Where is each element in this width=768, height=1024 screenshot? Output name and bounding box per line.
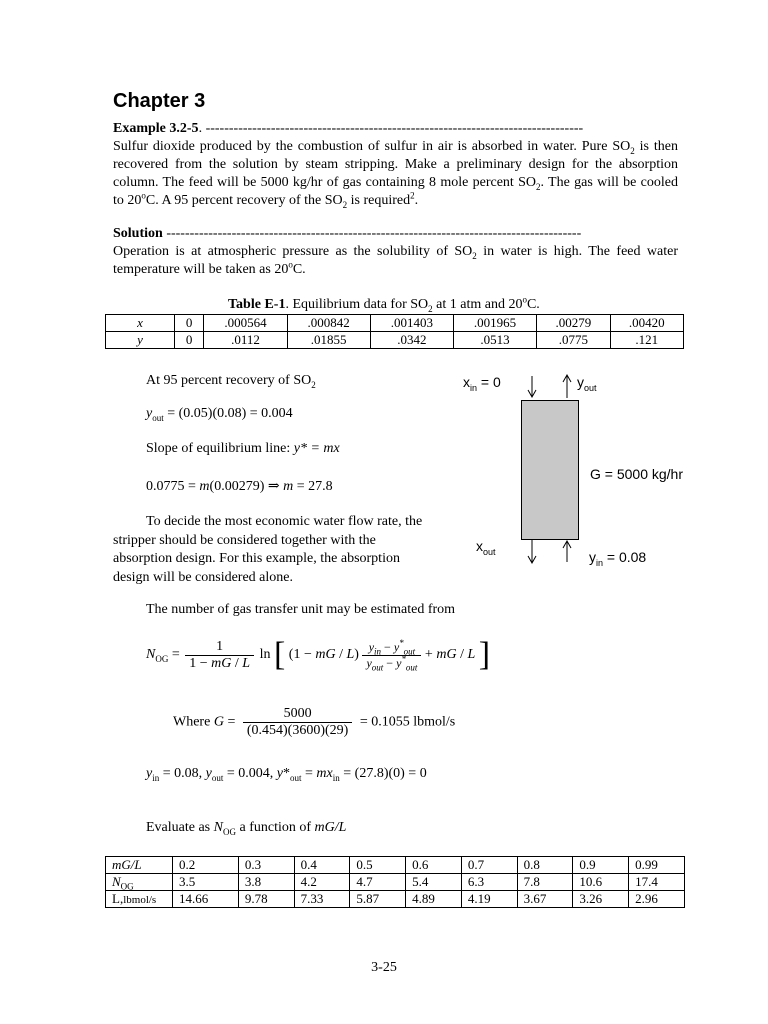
solution-paragraph: Solution ----------------------------------------------------------------------------------------- Operation is at atmospheric pressure as the solubility of $SO_2$ in water is high. The feed water temperature will be taken as 20$^o$C. bbox=[113, 226, 678, 277]
solution-text-1: Operation is at atmospheric pressure as the solubility of SO bbox=[113, 244, 473, 259]
m-calc-b: m bbox=[199, 479, 210, 494]
table-cell: .0342 bbox=[370, 332, 453, 349]
page-number: 3-25 bbox=[371, 960, 397, 975]
table-cell: 14.66 bbox=[173, 891, 239, 908]
yin-sub: in bbox=[596, 557, 604, 568]
table-cell: 0.6 bbox=[406, 857, 462, 874]
table-row bbox=[106, 874, 685, 891]
where-label: Where bbox=[173, 714, 214, 730]
table-cell: 4.89 bbox=[406, 891, 462, 908]
table-cell: .000564 bbox=[204, 315, 287, 332]
yin-line-b: = 0.004, bbox=[223, 766, 277, 781]
table-cell: 0.3 bbox=[238, 857, 294, 874]
example-text-2: is then recovered from the solution by steam stripping. Make a preliminary design for the absorption column. The feed will be 5000 kg/hr of gas containing 8 mole percent SO bbox=[113, 139, 678, 190]
yin-line-a: = 0.08, bbox=[159, 766, 206, 781]
example-dashes: . --------------------------------------------------------------------------------- bbox=[198, 121, 584, 136]
yout-symbol: y bbox=[577, 374, 584, 390]
decide-paragraph: To decide the most economic water flow rate, the stripper should be considered together with the absorption design. For this example, the absorption design will be considered alone. bbox=[113, 514, 423, 585]
table-cell: .00420 bbox=[610, 315, 683, 332]
xout-symbol: x bbox=[476, 538, 483, 554]
xin-sub: in bbox=[470, 382, 478, 393]
table-cell: 0.2 bbox=[173, 857, 239, 874]
table-cell: 2.96 bbox=[629, 891, 685, 908]
evaluate-text-b: a function of bbox=[235, 820, 315, 835]
yin-line-c: = bbox=[301, 766, 317, 781]
example-text-3: . The gas will be cooled to 20 bbox=[113, 175, 678, 208]
table-cell: 9.78 bbox=[238, 891, 294, 908]
evaluate-text: Evaluate as bbox=[146, 820, 214, 835]
ntu-intro: The number of gas transfer unit may be estimated from bbox=[146, 602, 456, 617]
table-row bbox=[106, 332, 684, 349]
table-cell: 4.19 bbox=[461, 891, 517, 908]
xout-sub: out bbox=[483, 546, 496, 557]
table-cell: 5.87 bbox=[350, 891, 406, 908]
m-calc-line bbox=[146, 478, 333, 495]
slope-line bbox=[146, 441, 340, 457]
table-e1-caption-text-2: at 1 atm and 20 bbox=[432, 297, 523, 312]
m-calc-c: (0.00279) ⇒ bbox=[209, 479, 284, 494]
table-cell: .0112 bbox=[204, 332, 287, 349]
solution-dashes: ----------------------------------------------------------------------------------------- bbox=[162, 226, 582, 241]
table-cell: 6.3 bbox=[461, 874, 517, 891]
recovery-text: At 95 percent recovery of SO bbox=[146, 373, 312, 388]
table-cell: 0.5 bbox=[350, 857, 406, 874]
yout-sub: out bbox=[584, 382, 597, 393]
where-numerator: 5000 bbox=[243, 706, 352, 723]
table-cell: 0.8 bbox=[517, 857, 573, 874]
example-paragraph: Example 3.2-5. --------------------------------------------------------------------------------- Sulfur dioxide produced by the combustion of sulfur in air is absorbed in water. Pure $SO_2$ is then recovered from the solution by steam stripping. Make a preliminary design for the absorption column. The feed will be 5000 kg/hr of gas containing 8 mole percent $SO_2$. The gas will be cooled to 20$^o$C. A 95 percent recovery of the $SO_2$ is required$^2$. bbox=[113, 121, 678, 210]
results-table bbox=[105, 856, 685, 908]
table-cell: 0.4 bbox=[294, 857, 350, 874]
table-cell: .00279 bbox=[537, 315, 610, 332]
yin-line-d: = (27.8)(0) = 0 bbox=[339, 766, 427, 781]
evaluate-line: Evaluate as $N_{OG}$ a function of mG/L bbox=[146, 820, 347, 837]
table-cell: 10.6 bbox=[573, 874, 629, 891]
example-text-1: Sulfur dioxide produced by the combustion of sulfur in air is absorbed in water. Pure SO bbox=[113, 139, 631, 154]
table-cell: 3.8 bbox=[238, 874, 294, 891]
where-result: = 0.1055 lbmol/s bbox=[359, 714, 456, 730]
xout-label bbox=[476, 538, 496, 557]
where-g-equation: Where G = $\frac{5000}{(0.454)(3600)(29)}$ = 0.1055 lbmol/s bbox=[173, 706, 456, 738]
table-cell: 4.2 bbox=[294, 874, 350, 891]
table-cell: 7.8 bbox=[517, 874, 573, 891]
table-cell: .0513 bbox=[453, 332, 536, 349]
table-row bbox=[106, 315, 684, 332]
table-cell: 3.5 bbox=[173, 874, 239, 891]
table-cell: .001965 bbox=[453, 315, 536, 332]
table-cell: 4.7 bbox=[350, 874, 406, 891]
table-cell: 7.33 bbox=[294, 891, 350, 908]
table-cell: .121 bbox=[610, 332, 683, 349]
yin-value: = 0.08 bbox=[603, 549, 647, 565]
solution-label: Solution bbox=[113, 226, 163, 241]
table-row bbox=[106, 857, 685, 874]
where-denominator: (0.454)(3600)(29) bbox=[246, 723, 349, 738]
table-cell: .0775 bbox=[537, 332, 610, 349]
table-row bbox=[106, 891, 685, 908]
m-calc-d: m bbox=[283, 479, 294, 494]
table-cell: y bbox=[106, 332, 175, 349]
table-cell: 3.26 bbox=[573, 891, 629, 908]
table-cell: 17.4 bbox=[629, 874, 685, 891]
example-text-6: . bbox=[414, 193, 419, 208]
m-calc-e: = 27.8 bbox=[293, 479, 333, 494]
example-text-5: is required bbox=[347, 193, 411, 208]
table-cell: 0.99 bbox=[629, 857, 685, 874]
xin-symbol: x bbox=[463, 374, 470, 390]
recovery-line: At 95 percent recovery of $SO_2$ bbox=[146, 373, 316, 390]
table-cell: 0.9 bbox=[573, 857, 629, 874]
m-calc-a: 0.0775 = bbox=[146, 479, 200, 494]
slope-equation: y* = mx bbox=[293, 441, 340, 456]
table-e1-caption-label: Table E-1 bbox=[228, 297, 286, 312]
table-e1-caption-text: . Equilibrium data for SO bbox=[285, 297, 429, 312]
slope-label: Slope of equilibrium line: bbox=[146, 441, 294, 456]
flow-arrows bbox=[520, 370, 580, 570]
xin-label bbox=[463, 374, 501, 393]
table-cell: 0 bbox=[175, 332, 204, 349]
evaluate-text-c: mG/L bbox=[314, 820, 347, 835]
yout-value: = (0.05)(0.08) = 0.004 bbox=[167, 406, 293, 421]
solution-text-2: in water is high. The feed water temperature will be taken as 20 bbox=[113, 244, 678, 277]
where-g: G bbox=[213, 714, 224, 730]
table-e1-caption-text-3: C. bbox=[526, 297, 540, 312]
table-cell: .000842 bbox=[287, 315, 370, 332]
table-cell: 0 bbox=[175, 315, 204, 332]
yin-values-line: $y_{in} = 0.08$, $y_{out} = 0.004$, $y*_{out} = mx_{in} = (27.8)(0) = 0$ bbox=[146, 766, 427, 783]
table-e1-caption: Table E-1. Equilibrium data for $SO_2$ at 1 atm and 20$^o$C. bbox=[228, 294, 540, 314]
table-cell: x bbox=[106, 315, 175, 332]
table-cell: mG/L bbox=[106, 857, 173, 874]
chapter-title: Chapter 3 bbox=[113, 90, 206, 112]
table-cell: 5.4 bbox=[406, 874, 462, 891]
table-cell: .01855 bbox=[287, 332, 370, 349]
equilibrium-table bbox=[105, 314, 684, 349]
table-cell: 0.7 bbox=[461, 857, 517, 874]
example-text-4: C. A 95 percent recovery of the SO bbox=[145, 193, 343, 208]
nog-equation: $N_{OG}$ = $\frac{1}{1 - mG / L}$ ln [ (1 − mG / L) $\frac{y_{in} - y^*_{out}}{y_{out} - y^*_{out}}$ + mG / L ] bbox=[146, 636, 491, 673]
table-cell: L,lbmol/s bbox=[106, 891, 173, 908]
table-cell: $N_{OG}$ bbox=[106, 874, 173, 891]
example-label: Example 3.2-5 bbox=[113, 121, 199, 136]
g-label: G = 5000 kg/hr bbox=[590, 466, 684, 482]
table-cell: 3.67 bbox=[517, 891, 573, 908]
yin-symbol: y bbox=[589, 549, 596, 565]
yin-label bbox=[589, 549, 647, 568]
solution-text-3: C. bbox=[292, 262, 306, 277]
yout-line: $y_{out} = (0.05)(0.08) = 0.004$ bbox=[146, 406, 293, 423]
table-cell: .001403 bbox=[370, 315, 453, 332]
xin-value: = 0 bbox=[477, 374, 501, 390]
